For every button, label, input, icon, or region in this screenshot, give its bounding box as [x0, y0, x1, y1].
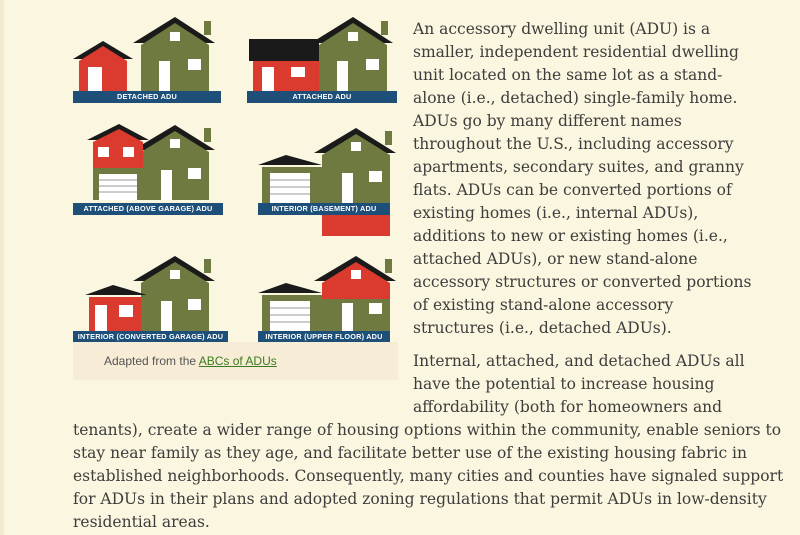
- text-line: for ADUs in their plans and adopted zoning regulations that permit ADUs in low-density: [73, 490, 767, 508]
- text-line: accessory structures or converted portions: [413, 273, 752, 291]
- tile-label: ATTACHED (ABOVE GARAGE) ADU: [73, 203, 223, 215]
- text-line: alone (i.e., detached) single-family home.: [413, 89, 738, 107]
- text-line: unit located on the same lot as a stand-: [413, 66, 723, 84]
- text-line: apartments, secondary suites, and granny: [413, 158, 744, 176]
- text-line: established neighborhoods. Consequently, many cities and counties have signaled support: [73, 467, 784, 485]
- caption-prefix: Adapted from the: [104, 354, 199, 368]
- adu-figure: [73, 15, 398, 380]
- text-line: smaller, independent residential dwelling: [413, 43, 739, 61]
- text-line: tenants), create a wider range of housing options within the community, enable seniors to: [73, 421, 782, 439]
- abcs-of-adus-link[interactable]: ABCs of ADUs: [198, 354, 277, 368]
- tile-attached-adu: [247, 15, 397, 115]
- tile-label: ATTACHED ADU: [247, 91, 397, 103]
- text-line: An accessory dwelling unit (ADU) is a: [413, 20, 711, 38]
- tile-converted-garage-adu: [73, 255, 223, 355]
- text-line: ADUs go by many different names: [413, 112, 682, 130]
- text-line: additions to new or existing homes (i.e.,: [413, 227, 728, 245]
- text-line: attached ADUs), or new stand-alone: [413, 250, 698, 268]
- left-edge-strip: [0, 0, 4, 535]
- tile-upper-floor-adu: [258, 255, 408, 355]
- tile-basement-adu: [258, 127, 408, 227]
- tile-detached-adu: [73, 15, 223, 115]
- text-line: stay near family as they age, and facilitate better use of the existing housing fabric in: [73, 444, 748, 462]
- text-line: structures (i.e., detached ADUs).: [413, 319, 672, 337]
- tile-above-garage-adu: [73, 124, 223, 224]
- tile-label: INTERIOR (CONVERTED GARAGE) ADU: [73, 331, 228, 343]
- tile-label: DETACHED ADU: [73, 91, 221, 103]
- text-line: throughout the U.S., including accessory: [413, 135, 734, 153]
- text-line: of existing stand-alone accessory: [413, 296, 674, 314]
- tile-label: INTERIOR (UPPER FLOOR) ADU: [258, 331, 390, 343]
- text-line: affordability (both for homeowners and: [413, 398, 723, 416]
- text-line: existing homes (i.e., internal ADUs),: [413, 204, 699, 222]
- text-line: Internal, attached, and detached ADUs all: [413, 352, 745, 370]
- figure-caption: [73, 342, 398, 380]
- text-line: flats. ADUs can be converted portions of: [413, 181, 732, 199]
- text-line: have the potential to increase housing: [413, 375, 715, 393]
- basement-adu-illustration: [258, 127, 408, 239]
- text-line: residential areas.: [73, 513, 210, 531]
- tile-label: INTERIOR (BASEMENT) ADU: [258, 203, 390, 215]
